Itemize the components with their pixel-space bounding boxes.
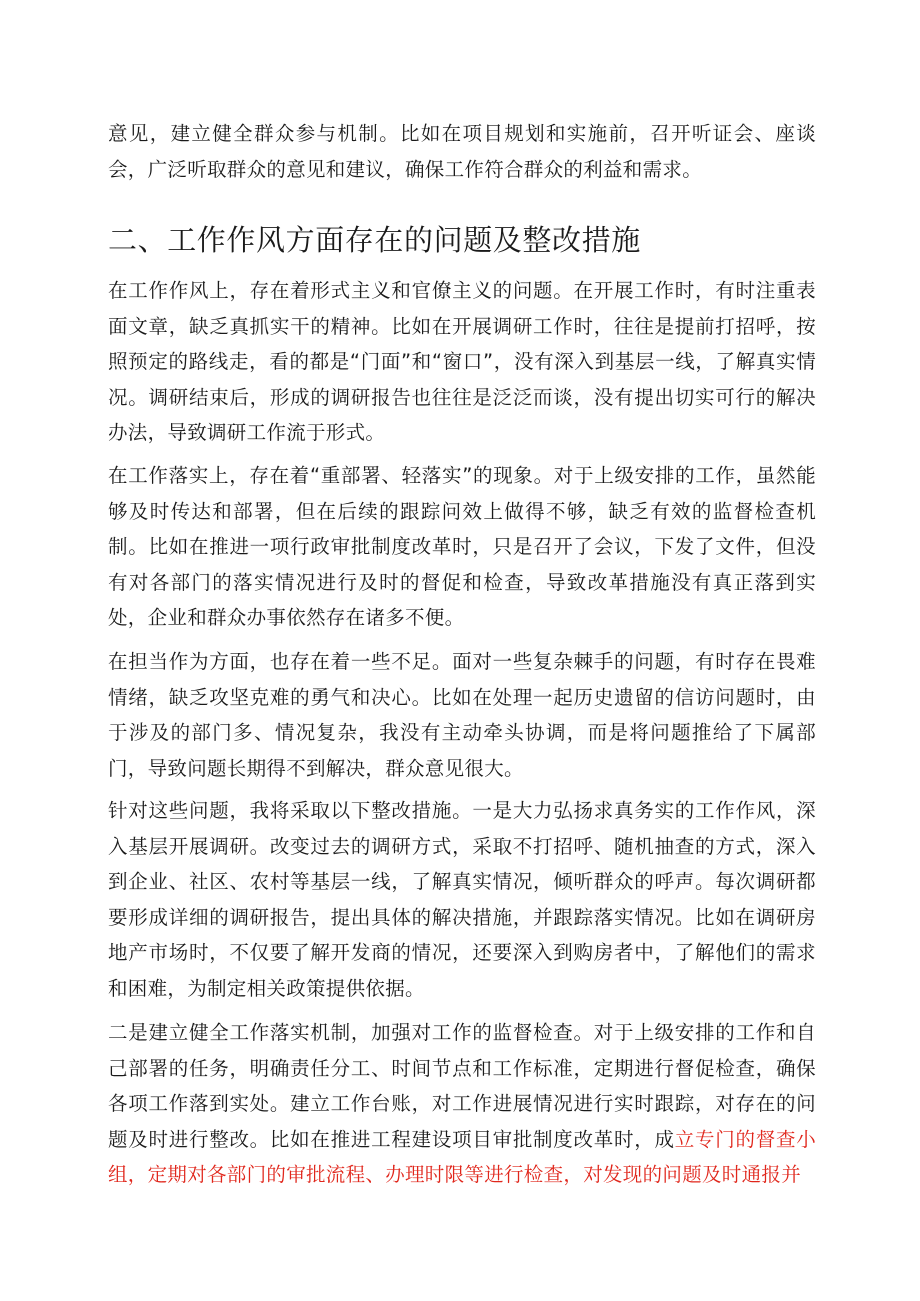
- paragraph-responsibility: 在担当作为方面，也存在着一些不足。面对一些复杂棘手的问题，有时存在畏难情绪，缺乏攻坚克难的勇气和决心。比如在处理一起历史遗留的信访问题时，由于涉及的部门多、情况复杂，我没有主动牵头协调，而是将问题推给了下属部门，导致问题长期得不到解决，群众意见很大。: [108, 650, 816, 780]
- highlighted-text: 立专门的督查小组，定期对各部门的审批流程、办理时限等进行检查，对发现的问题及时通报并: [108, 1127, 816, 1186]
- paragraph-work-style: 在工作作风上，存在着形式主义和官僚主义的问题。在开展工作时，有时注重表面文章，缺乏真抓实干的精神。比如在开展调研工作时，往往是提前打招呼，按照预定的路线走，看的都是“门面”和“窗口”，没有深入到基层一线，了解真实情况。调研结束后，形成的调研报告也往往是泛泛而谈，没有提出切实可行的解决办法，导致调研工作流于形式。: [108, 279, 816, 444]
- paragraph-text: 二是建立健全工作落实机制，加强对工作的监督检查。对于上级安排的工作和自己部署的任务，明确责任分工、时间节点和工作标准，定期进行督促检查，确保各项工作落到实处。建立工作台账，对工作进展情况进行实时跟踪，对存在的问题及时进行整改。比如在推进工程建设项目审批制度改革时，成: [108, 1021, 816, 1151]
- paragraph-rectification-one: 针对这些问题，我将采取以下整改措施。一是大力弘扬求真务实的工作作风，深入基层开展调研。改变过去的调研方式，采取不打招呼、随机抽查的方式，深入到企业、社区、农村等基层一线，了解真实情况，倾听群众的呼声。每次调研都要形成详细的调研报告，提出具体的解决措施，并跟踪落实情况。比如在调研房地产市场时，不仅要了解开发商的情况，还要深入到购房者中，了解他们的需求和困难，为制定相关政策提供依据。: [108, 799, 816, 1000]
- paragraph-work-implementation: 在工作落实上，存在着“重部署、轻落实”的现象。对于上级安排的工作，虽然能够及时传达和部署，但在后续的跟踪问效上做得不够，缺乏有效的监督检查机制。比如在推进一项行政审批制度改革时，只是召开了会议，下发了文件，但没有对各部门的落实情况进行及时的督促和检查，导致改革措施没有真正落到实处，企业和群众办事依然存在诸多不便。: [108, 464, 816, 629]
- intro-paragraph: 意见，建立健全群众参与机制。比如在项目规划和实施前，召开听证会、座谈会，广泛听取群众的意见和建议，确保工作符合群众的利益和需求。: [108, 122, 816, 181]
- section-heading: 二、工作作风方面存在的问题及整改措施: [108, 223, 641, 257]
- paragraph-rectification-two: [108, 1015, 816, 1193]
